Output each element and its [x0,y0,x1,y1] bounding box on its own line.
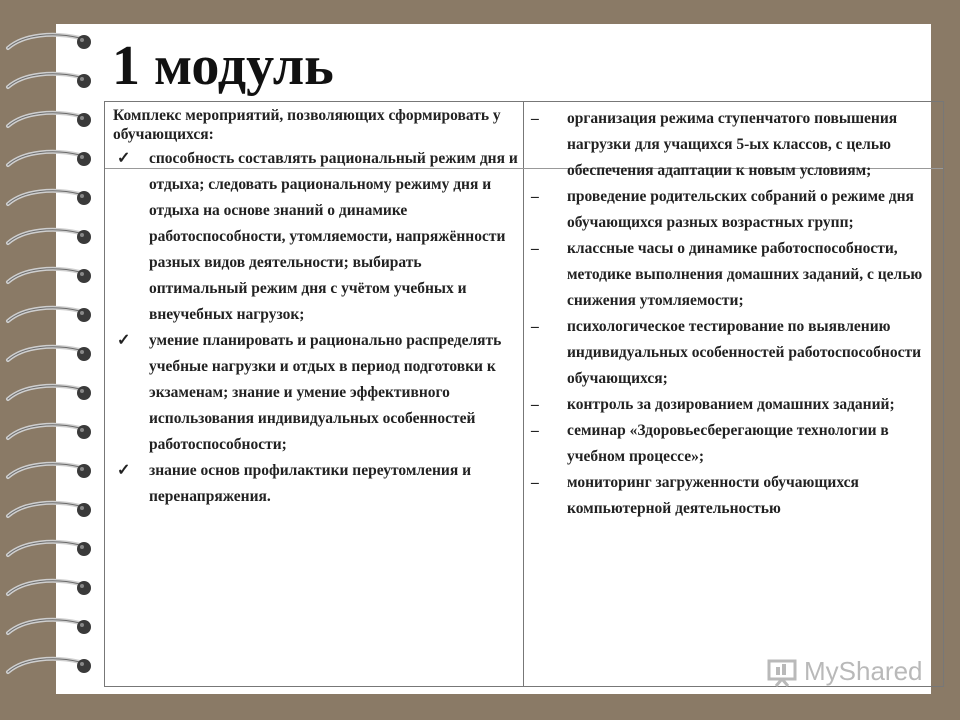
list-item [529,418,941,470]
spiral-coil-icon [4,225,100,253]
spiral-coil-icon [4,381,100,409]
spiral-coil-icon [4,576,100,604]
page-title: 1 модуль [112,35,334,97]
list-item [529,184,941,236]
list-item [529,106,941,184]
dash-marker: – [531,474,539,491]
right-list [529,106,941,522]
list-item-text: семинар «Здоровьесберегающие технологии в учебном процессе»; [567,422,889,465]
spiral-coil-icon [4,147,100,175]
spiral-coil-icon [4,342,100,370]
spiral-coil-icon [4,264,100,292]
spiral-coil-icon [4,498,100,526]
presentation-icon [766,657,800,687]
spiral-coil-icon [4,108,100,136]
list-item-text: организация режима ступенчатого повышения нагрузки для учащихся 5-ых классов, с целью обеспечения адаптации к новым условиям; [567,110,898,179]
list-item [113,458,518,510]
spiral-coil-icon [4,30,100,58]
list-item [529,392,941,418]
column-divider [523,102,524,686]
dash-marker: – [531,318,539,335]
checkmark-icon: ✓ [117,150,131,167]
list-item [529,314,941,392]
spiral-coil-icon [4,420,100,448]
list-item-text: проведение родительских собраний о режиме дня обучающихся разных возрастных групп; [567,188,914,231]
checkmark-icon: ✓ [117,332,131,349]
list-item-text: классные часы о динамике работоспособности, методике выполнения домашних заданий, с целью снижения утомляемости; [567,240,923,309]
dash-marker: – [531,422,539,439]
content-table [104,101,944,687]
spiral-coil-icon [4,615,100,643]
left-column [113,106,518,510]
list-item [113,146,518,328]
list-item [529,470,941,522]
watermark-text: MyShared [804,656,923,686]
dash-marker: – [531,396,539,413]
left-intro: Комплекс мероприятий, позволяющих сформировать у обучающихся: [113,107,501,143]
spiral-coil-icon [4,459,100,487]
spiral-coil-icon [4,303,100,331]
checkmark-icon: ✓ [117,462,131,479]
list-item-text: способность составлять рациональный режим дня и отдыха; следовать рациональному режиму дня и отдыха на основе знаний о динамике работоспособности, утомляемости, напряжённости разных видов деятельности; выбирать оптимальный режим дня с учётом учебных и внеучебных нагрузок; [149,150,518,323]
list-item-text: знание основ профилактики переутомления и перенапряжения. [149,462,472,505]
spiral-coil-icon [4,69,100,97]
dash-marker: – [531,188,539,205]
spiral-coil-icon [4,654,100,682]
spiral-coil-icon [4,537,100,565]
right-column [529,106,941,522]
dash-marker: – [531,240,539,257]
list-item [113,328,518,458]
spiral-coil-icon [4,186,100,214]
watermark [766,656,923,687]
dash-marker: – [531,110,539,127]
list-item-text: контроль за дозированием домашних заданий; [567,396,895,413]
spiral-binding [0,30,100,690]
list-item-text: мониторинг загруженности обучающихся компьютерной деятельностью [567,474,859,517]
left-list [113,146,518,510]
list-item-text: психологическое тестирование по выявлению индивидуальных особенностей работоспособности обучающихся; [567,318,922,387]
list-item-text: умение планировать и рационально распределять учебные нагрузки и отдых в период подготовки к экзаменам; знание и умение эффективного использования индивидуальных особенностей работоспособности; [149,332,502,453]
list-item [529,236,941,314]
